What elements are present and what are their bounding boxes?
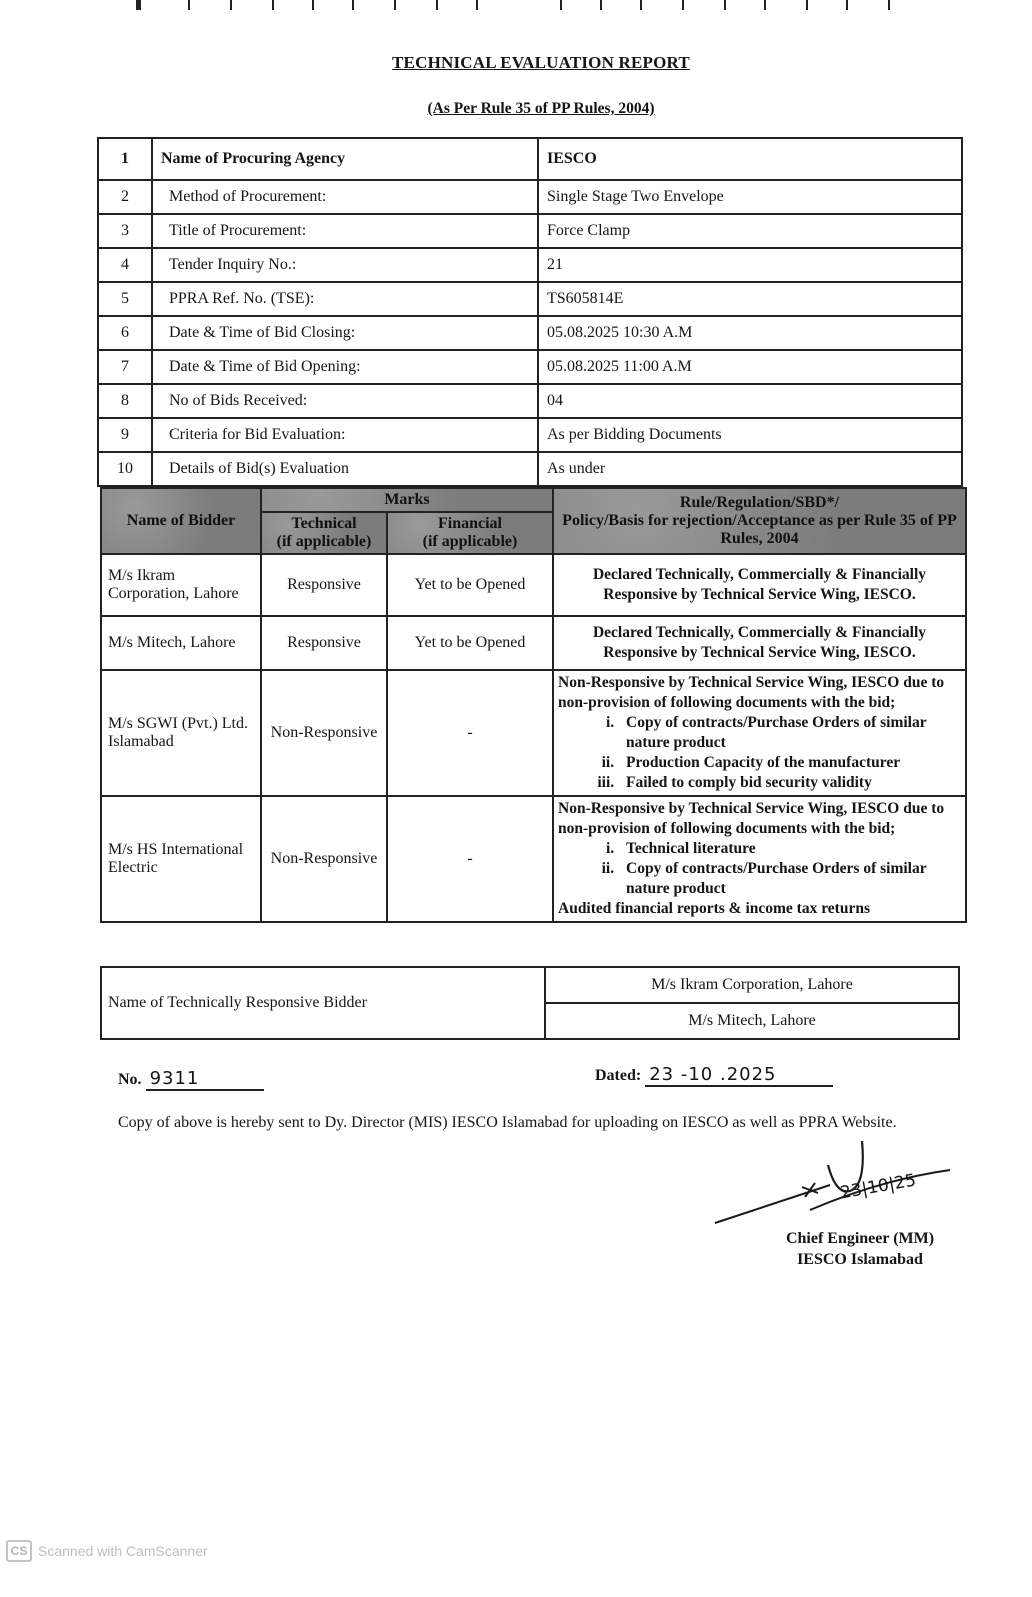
info-row bbox=[98, 282, 962, 316]
basis-outro: Audited financial reports & income tax returns bbox=[558, 900, 870, 917]
camscanner-watermark bbox=[6, 1540, 208, 1562]
responsive-bidder: M/s Ikram Corporation, Lahore bbox=[545, 967, 959, 1003]
info-label: Tender Inquiry No.: bbox=[152, 248, 538, 282]
info-value: IESCO bbox=[538, 138, 962, 180]
header-technical bbox=[261, 512, 387, 554]
info-row bbox=[98, 384, 962, 418]
evaluation-basis bbox=[553, 796, 966, 922]
info-value: Force Clamp bbox=[538, 214, 962, 248]
table-row bbox=[101, 796, 966, 922]
procurement-info-table bbox=[97, 137, 963, 487]
header-name-of-bidder: Name of Bidder bbox=[101, 488, 261, 554]
info-value: 05.08.2025 10:30 A.M bbox=[538, 316, 962, 350]
bidder-name: M/s Mitech, Lahore bbox=[101, 616, 261, 670]
basis-intro: Non-Responsive by Technical Service Wing, IESCO due to non-provision of following documents with the bid; bbox=[558, 674, 945, 711]
bid-evaluation-table bbox=[100, 487, 967, 923]
evaluation-basis: Declared Technically, Commercially & Financially Responsive by Technical Service Wing, IESCO. bbox=[553, 554, 966, 616]
document-title: TECHNICAL EVALUATION REPORT bbox=[392, 53, 690, 72]
evaluation-basis: Declared Technically, Commercially & Financially Responsive by Technical Service Wing, IESCO. bbox=[553, 616, 966, 670]
signatory-title: Chief Engineer (MM) bbox=[785, 1230, 935, 1247]
info-label: PPRA Ref. No. (TSE): bbox=[152, 282, 538, 316]
info-label: Name of Procuring Agency bbox=[152, 138, 538, 180]
row-number: 8 bbox=[98, 384, 152, 418]
dated-label: Dated: bbox=[595, 1067, 642, 1084]
signature-date: 23|10|25 bbox=[838, 1170, 918, 1204]
evaluation-basis bbox=[553, 670, 966, 796]
technical-status: Non-Responsive bbox=[261, 796, 387, 922]
row-number: 6 bbox=[98, 316, 152, 350]
financial-status: Yet to be Opened bbox=[387, 616, 553, 670]
responsive-bidders-label: Name of Technically Responsive Bidder bbox=[101, 967, 545, 1039]
signatory-office: IESCO Islamabad bbox=[797, 1251, 923, 1268]
technical-status: Non-Responsive bbox=[261, 670, 387, 796]
document-subtitle: (As Per Rule 35 of PP Rules, 2004) bbox=[427, 100, 655, 117]
financial-status: Yet to be Opened bbox=[387, 554, 553, 616]
info-row bbox=[98, 452, 962, 486]
row-number: 9 bbox=[98, 418, 152, 452]
basis-intro: Non-Responsive by Technical Service Wing, IESCO due to non-provision of following documents with the bid; bbox=[558, 800, 945, 837]
basis-list bbox=[558, 713, 961, 793]
table-row bbox=[101, 616, 966, 670]
technical-status: Responsive bbox=[261, 616, 387, 670]
header-financial-sub: (if applicable) bbox=[422, 533, 518, 550]
dated-field bbox=[595, 1064, 833, 1087]
table-row bbox=[101, 670, 966, 796]
header-technical-sub: (if applicable) bbox=[276, 533, 372, 550]
info-row bbox=[98, 214, 962, 248]
basis-item: iii. Failed to comply bid security validity bbox=[618, 773, 961, 793]
responsive-bidder: M/s Mitech, Lahore bbox=[545, 1003, 959, 1039]
header-financial bbox=[387, 512, 553, 554]
info-value: 04 bbox=[538, 384, 962, 418]
info-row bbox=[98, 180, 962, 214]
info-value: As under bbox=[538, 452, 962, 486]
header-basis-line1: Rule/Regulation/SBD*/ bbox=[679, 494, 840, 511]
table-row bbox=[101, 554, 966, 616]
row-number: 3 bbox=[98, 214, 152, 248]
responsive-bidders-table bbox=[100, 966, 960, 1040]
row-number: 2 bbox=[98, 180, 152, 214]
row-number: 7 bbox=[98, 350, 152, 384]
basis-list bbox=[558, 839, 961, 899]
bidder-name: M/s SGWI (Pvt.) Ltd. Islamabad bbox=[101, 670, 261, 796]
copy-notice: Copy of above is hereby sent to Dy. Director (MIS) IESCO Islamabad for uploading on IESCO as well as PPRA Website. bbox=[118, 1114, 897, 1131]
basis-item: i. Copy of contracts/Purchase Orders of similar nature product bbox=[618, 713, 961, 753]
financial-status: - bbox=[387, 670, 553, 796]
reference-number bbox=[118, 1068, 264, 1091]
bidder-name: M/s Ikram Corporation, Lahore bbox=[101, 554, 261, 616]
info-label: Date & Time of Bid Opening: bbox=[152, 350, 538, 384]
basis-item: ii. Copy of contracts/Purchase Orders of similar nature product bbox=[618, 859, 961, 899]
info-row bbox=[98, 350, 962, 384]
row-number: 1 bbox=[98, 138, 152, 180]
info-row bbox=[98, 418, 962, 452]
info-value: 21 bbox=[538, 248, 962, 282]
signatory-block bbox=[760, 1228, 960, 1270]
info-value: Single Stage Two Envelope bbox=[538, 180, 962, 214]
bidder-name: M/s HS International Electric bbox=[101, 796, 261, 922]
row-number: 4 bbox=[98, 248, 152, 282]
basis-item: ii. Production Capacity of the manufacturer bbox=[618, 753, 961, 773]
info-label: Title of Procurement: bbox=[152, 214, 538, 248]
info-value: TS605814E bbox=[538, 282, 962, 316]
header-financial-label: Financial bbox=[437, 515, 502, 532]
dated-value: 23 -10 .2025 bbox=[645, 1064, 833, 1087]
info-value: 05.08.2025 11:00 A.M bbox=[538, 350, 962, 384]
row-number: 10 bbox=[98, 452, 152, 486]
info-label: No of Bids Received: bbox=[152, 384, 538, 418]
watermark-text: Scanned with CamScanner bbox=[38, 1543, 208, 1559]
info-label: Date & Time of Bid Closing: bbox=[152, 316, 538, 350]
header-basis bbox=[553, 488, 966, 554]
info-row bbox=[98, 316, 962, 350]
signature bbox=[710, 1135, 970, 1230]
info-label: Method of Procurement: bbox=[152, 180, 538, 214]
camscanner-logo-icon: CS bbox=[6, 1540, 32, 1562]
info-value: As per Bidding Documents bbox=[538, 418, 962, 452]
info-row bbox=[98, 248, 962, 282]
basis-item: i. Technical literature bbox=[618, 839, 961, 859]
info-row bbox=[98, 138, 962, 180]
reference-number-value: 9311 bbox=[146, 1068, 264, 1091]
header-marks: Marks bbox=[261, 488, 553, 512]
info-label: Criteria for Bid Evaluation: bbox=[152, 418, 538, 452]
technical-status: Responsive bbox=[261, 554, 387, 616]
header-technical-label: Technical bbox=[291, 515, 357, 532]
financial-status: - bbox=[387, 796, 553, 922]
reference-number-label: No. bbox=[118, 1071, 142, 1088]
header-basis-line2: Policy/Basis for rejection/Acceptance as per Rule 35 of PP Rules, 2004 bbox=[562, 512, 957, 547]
row-number: 5 bbox=[98, 282, 152, 316]
binder-hole-marks bbox=[130, 0, 950, 10]
info-label: Details of Bid(s) Evaluation bbox=[152, 452, 538, 486]
